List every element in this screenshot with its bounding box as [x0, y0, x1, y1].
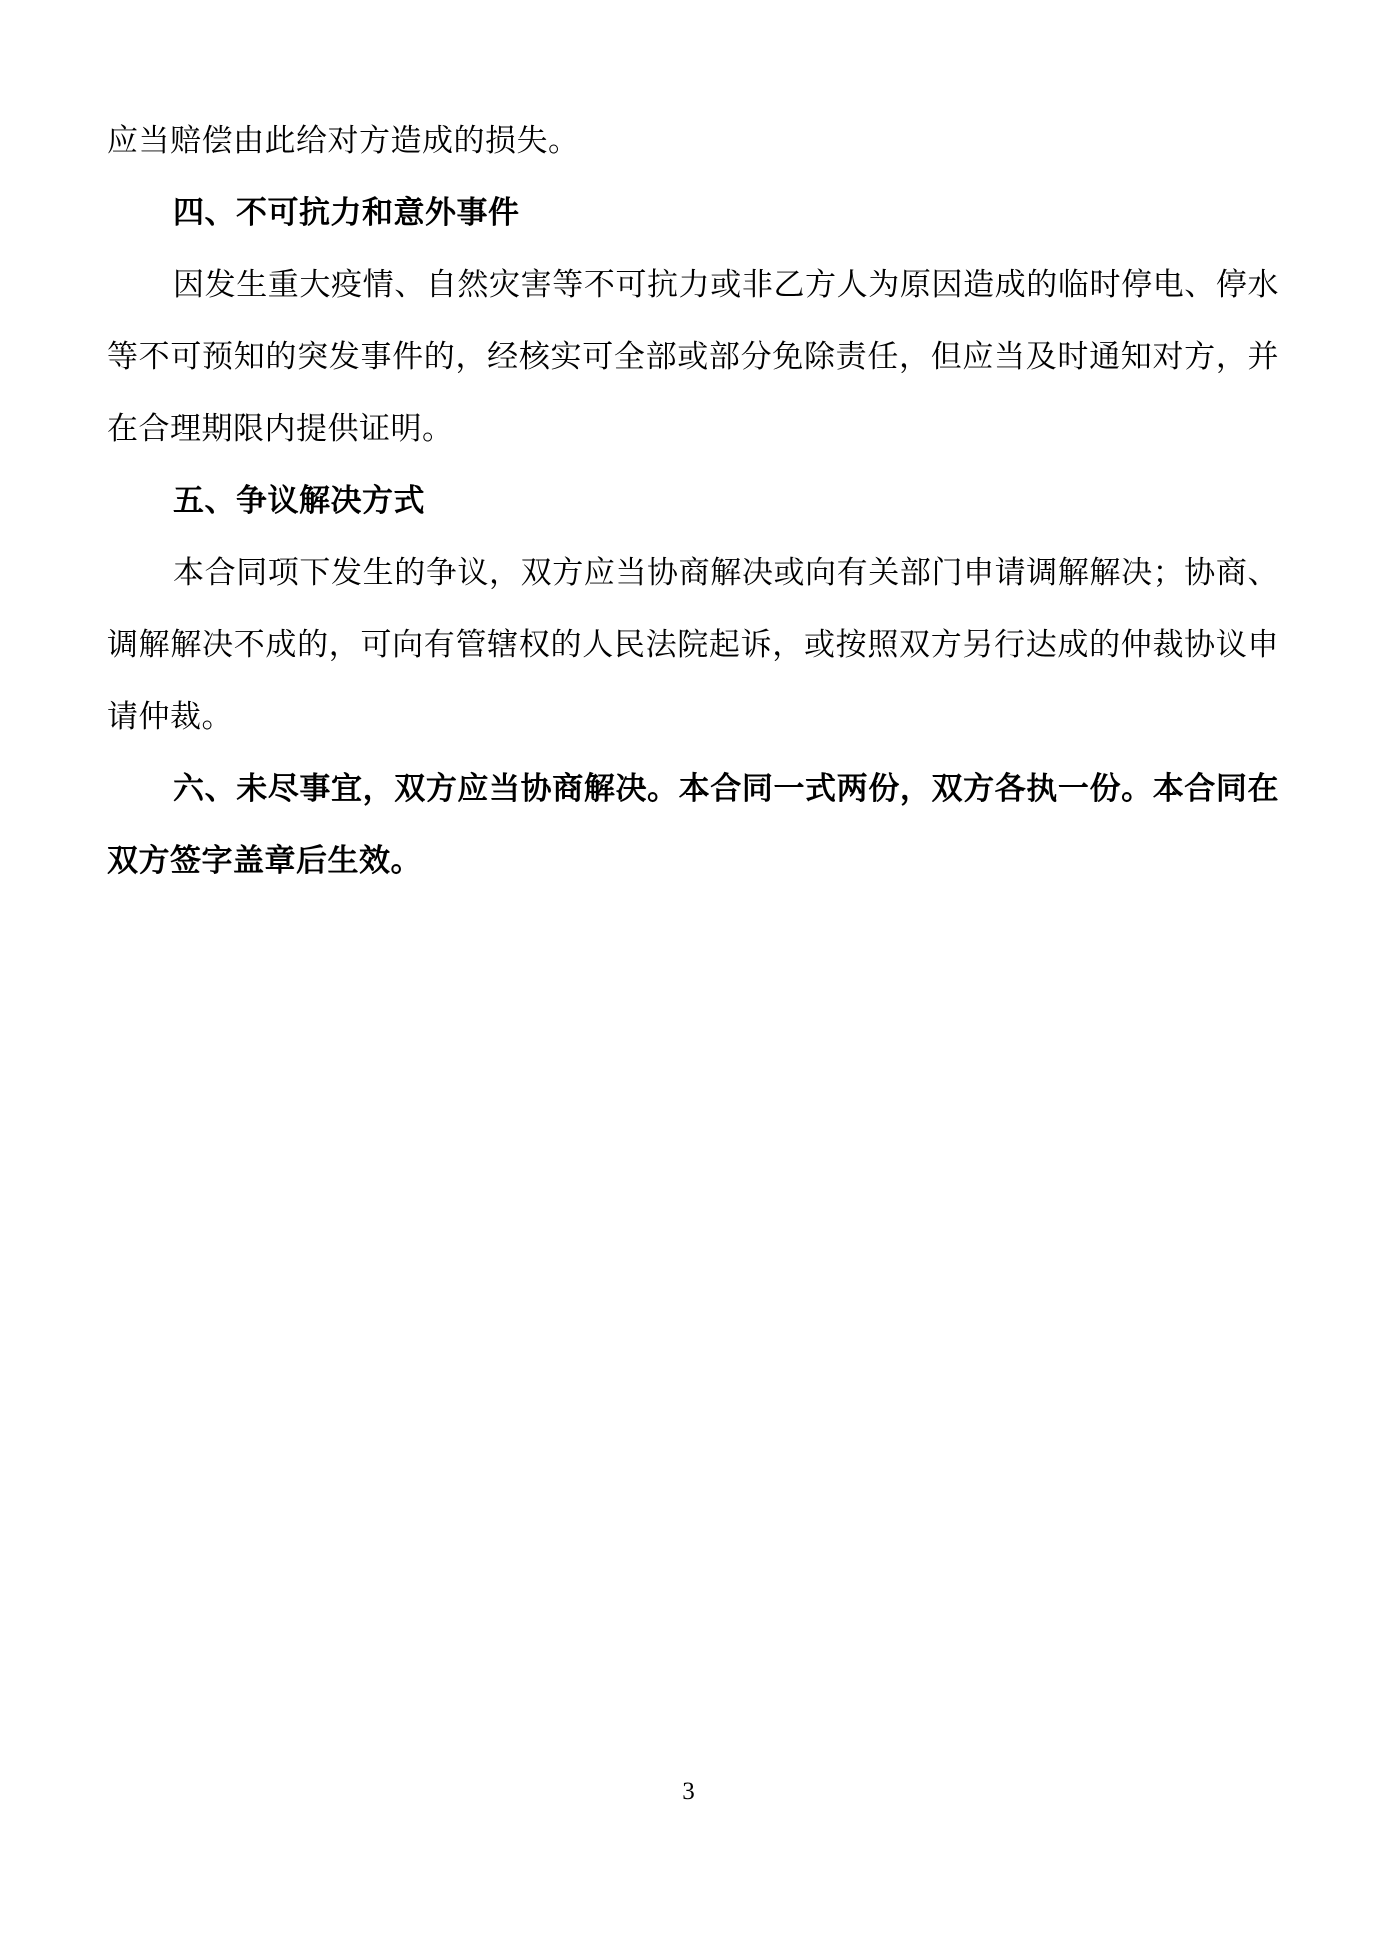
paragraph-dispute-resolution: 本合同项下发生的争议，双方应当协商解决或向有关部门申请调解解决；协商、调解解决不成的，可向有管辖权的人民法院起诉，或按照双方另行达成的仲裁协议申请仲裁。	[107, 555, 1279, 735]
page-number: 3	[682, 1778, 695, 1805]
paragraph-force-majeure: 因发生重大疫情、自然灾害等不可抗力或非乙方人为原因造成的临时停电、停水等不可预知的突发事件的，经核实可全部或部分免除责任，但应当及时通知对方，并在合理期限内提供证明。	[107, 267, 1279, 447]
section-miscellaneous: 六、未尽事宜，双方应当协商解决。本合同一式两份，双方各执一份。本合同在双方签字盖章后生效。	[107, 771, 1279, 879]
paragraph-continuation: 应当赔偿由此给对方造成的损失。	[107, 123, 580, 159]
section-heading-dispute-resolution: 五、争议解决方式	[173, 483, 425, 519]
section-heading-force-majeure: 四、不可抗力和意外事件	[173, 195, 520, 231]
document-body	[107, 105, 1279, 897]
